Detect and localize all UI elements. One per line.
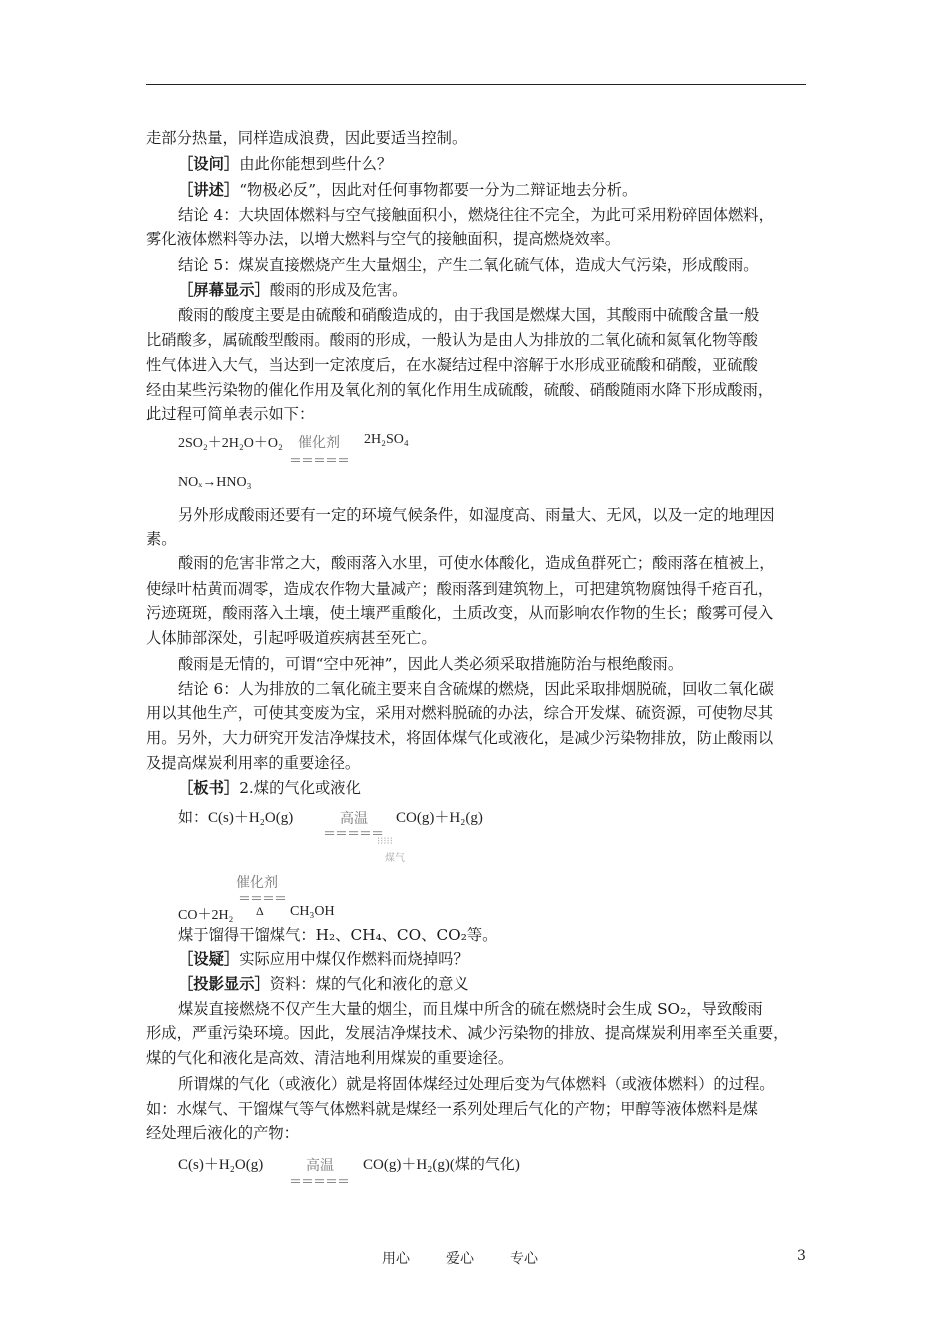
equation-line: NOₓ→HNO₃ xyxy=(178,475,252,490)
text-span: 实际应用中煤仅作燃料而烧掉吗？ xyxy=(239,950,469,968)
equation-right: CH₃OH xyxy=(290,904,335,919)
page-number: 3 xyxy=(797,1248,806,1264)
text-line xyxy=(178,971,842,997)
text-line: 用以其他生产，可使其变废为宝，采用对燃料脱硫的办法，综合开发煤、硫资源，可使物尽其 xyxy=(146,704,774,722)
tag-label: ［讲述］ xyxy=(178,181,240,199)
text-line xyxy=(178,946,842,972)
text-line: 酸雨的危害非常之大，酸雨落入水里，可使水体酸化，造成鱼群死亡；酸雨落在植被上， xyxy=(178,554,775,572)
equals-sign: ＝＝＝＝ xyxy=(238,892,287,907)
text-line: 污迹斑斑，酸雨落入土壤，使土壤严重酸化，土质改变，从而影响农作物的生长；酸雾可侵入 xyxy=(146,604,774,622)
faint-mark: ⁝⁝⁝⁝⁝ xyxy=(377,836,393,847)
text-line xyxy=(178,775,842,801)
reaction-condition: 高温 xyxy=(306,1158,334,1174)
equation-left: CO＋2H₂ xyxy=(178,908,234,923)
heat-symbol: Δ xyxy=(256,904,264,918)
text-span: 资料：煤的气化和液化的意义 xyxy=(269,975,469,993)
text-line xyxy=(178,277,842,303)
tag-label: ［设问］ xyxy=(178,155,240,173)
text-span: “物极必反”，因此对任何事物都要一分为二辩证地去分析。 xyxy=(239,181,638,199)
text-line: 结论 5：煤炭直接燃烧产生大量烟尘，产生二氧化硫气体，造成大气污染，形成酸雨。 xyxy=(178,256,759,274)
footer-motto: 专心 xyxy=(510,1251,538,1267)
text-span: 酸雨的形成及危害。 xyxy=(269,281,408,299)
text-line: 另外形成酸雨还要有一定的环境气候条件，如湿度高、雨量大、无风，以及一定的地理因 xyxy=(178,506,775,524)
text-line: 用。另外，大力研究开发洁净煤技术，将固体煤气化或液化，是减少污染物排放，防止酸雨以 xyxy=(146,729,774,747)
equation-left: 如：C(s)＋H₂O(g) xyxy=(178,810,294,826)
text-line: 人体肺部深处，引起呼吸道疾病甚至死亡。 xyxy=(146,629,437,647)
equation-left: 2SO₂＋2H₂O＋O₂ xyxy=(178,436,283,451)
text-line: 素。 xyxy=(146,530,177,548)
equals-sign: ＝＝＝＝＝ xyxy=(289,1175,350,1190)
text-line: 酸雨是无情的，可谓“空中死神”，因此人类必须采取措施防治与根绝酸雨。 xyxy=(178,655,684,673)
text-line: 结论 4：大块固体燃料与空气接触面积小，燃烧往往不完全，为此可采用粉碎固体燃料， xyxy=(178,206,774,224)
text-span: 由此你能想到些什么？ xyxy=(239,155,393,173)
text-line: 雾化液体燃料等办法，以增大燃料与空气的接触面积，提高燃烧效率。 xyxy=(146,230,621,248)
text-line: 走部分热量，同样造成浪费，因此要适当控制。 xyxy=(146,129,468,147)
text-span: 2.煤的气化或液化 xyxy=(239,779,361,797)
text-line: 及提高煤炭利用率的重要途径。 xyxy=(146,754,361,772)
equals-sign: ＝＝＝＝＝ xyxy=(323,827,384,842)
text-line xyxy=(178,151,842,177)
text-line: 煤的气化和液化是高效、清洁地利用煤炭的重要途径。 xyxy=(146,1049,514,1067)
tag-label: ［屏幕显示］ xyxy=(178,281,270,299)
reaction-condition: 催化剂 xyxy=(236,875,278,891)
text-line: 如：水煤气、干馏煤气等气体燃料就是煤经一系列处理后气化的产物；甲醇等液体燃料是煤 xyxy=(146,1100,758,1118)
text-line: 形成，严重污染环境。因此，发展洁净煤技术、减少污染物的排放、提高煤炭利用率至关重要， xyxy=(146,1024,789,1042)
text-line: 煤炭直接燃烧不仅产生大量的烟尘，而且煤中所含的硫在燃烧时会生成 SO₂，导致酸雨 xyxy=(178,1000,763,1018)
text-line: 使绿叶枯黄而凋零，造成农作物大量减产；酸雨落到建筑物上，可把建筑物腐蚀得千疮百孔， xyxy=(146,580,774,598)
equation-left: C(s)＋H₂O(g) xyxy=(178,1157,264,1173)
tag-label: ［设疑］ xyxy=(178,950,240,968)
text-line: 性气体进入大气，当达到一定浓度后，在水凝结过程中溶解于水形成亚硫酸和硝酸，亚硫酸 xyxy=(146,356,758,374)
equation-right: CO(g)＋H₂(g) xyxy=(396,810,483,826)
reaction-condition: 高温 xyxy=(340,811,368,827)
text-line: 结论 6：人为排放的二氧化硫主要来自含硫煤的燃烧，因此采取排烟脱硫，回收二氧化碳 xyxy=(178,680,774,698)
equals-sign: ＝＝＝＝＝ xyxy=(289,454,350,469)
tag-label: ［投影显示］ xyxy=(178,975,270,993)
footer-motto: 爱心 xyxy=(446,1251,474,1267)
equation-right: 2H₂SO₄ xyxy=(364,432,409,447)
reaction-condition: 催化剂 xyxy=(298,435,340,451)
tag-label: ［板书］ xyxy=(178,779,240,797)
text-line: 经处理后液化的产物： xyxy=(146,1124,299,1142)
text-line: 煤于馏得干馏煤气：H₂、CH₄、CO、CO₂等。 xyxy=(178,926,498,944)
footer-motto: 用心 xyxy=(382,1251,410,1267)
text-line: 酸雨的酸度主要是由硫酸和硝酸造成的，由于我国是燃煤大国，其酸雨中硫酸含量一般 xyxy=(178,306,760,324)
equation-right: CO(g)＋H₂(g)(煤的气化) xyxy=(363,1157,520,1173)
text-line: 经由某些污染物的催化作用及氧化剂的氧化作用生成硫酸，硫酸、硝酸随雨水降下形成酸雨， xyxy=(146,381,774,399)
faint-label: 煤气 xyxy=(385,853,405,864)
header-rule xyxy=(146,84,806,85)
text-line: 比硝酸多，属硫酸型酸雨。酸雨的形成，一般认为是由人为排放的二氧化硫和氮氧化物等酸 xyxy=(146,331,758,349)
text-line: 所谓煤的气化（或液化）就是将固体煤经过处理后变为气体燃料（或液体燃料）的过程。 xyxy=(178,1075,775,1093)
text-line: 此过程可简单表示如下： xyxy=(146,405,315,423)
text-line xyxy=(178,177,842,203)
